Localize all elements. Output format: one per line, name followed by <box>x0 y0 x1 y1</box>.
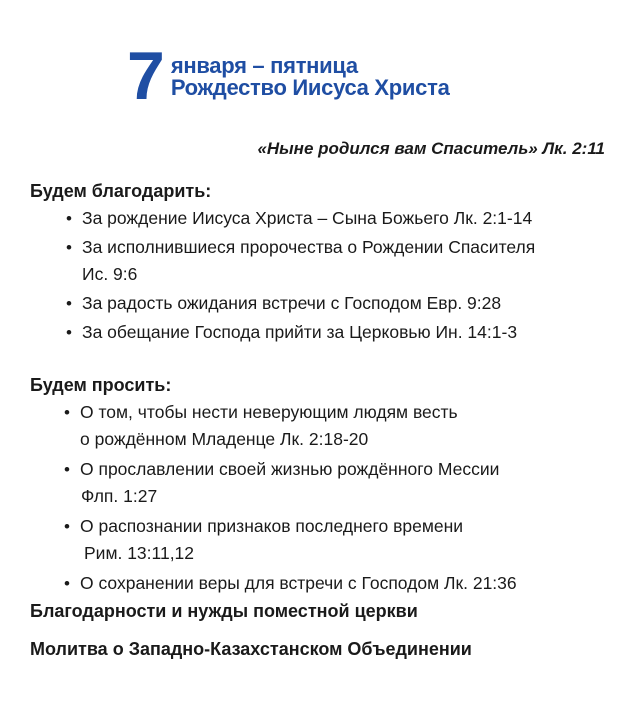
list-item-continuation: Ис. 9:6 <box>82 264 138 284</box>
holiday-title: Рождество Иисуса Христа <box>170 75 450 100</box>
bullet-icon: • <box>64 460 70 479</box>
list-item-continuation: Рим. 13:11,12 <box>84 543 195 563</box>
list-item-text: За рождение Иисуса Христа – Сына Божьего Лк. 2:1-14 <box>82 208 533 228</box>
list-item-text: За исполнившиеся пророчества о Рождении Спасителя <box>82 237 536 257</box>
list-item <box>66 319 535 346</box>
list-item <box>66 205 535 232</box>
list-item-continuation: о рождённом Младенце Лк. 2:18-20 <box>80 429 369 449</box>
thanks-section-title: Будем благодарить: <box>30 181 212 201</box>
list-item <box>66 234 536 288</box>
thanks-list <box>66 205 536 348</box>
list-item <box>64 399 517 453</box>
header-text <box>171 55 450 99</box>
bullet-icon: • <box>66 294 72 313</box>
list-item-text: За обещание Господа прийти за Церковью Ин. 14:1-3 <box>82 322 518 342</box>
day-number: 7 <box>127 38 163 114</box>
list-item-continuation: Флп. 1:27 <box>81 486 158 506</box>
list-item <box>64 456 517 510</box>
list-item <box>64 513 517 567</box>
list-item-text: О прославлении своей жизнью рождённого Мессии <box>80 459 500 479</box>
list-item-text: О сохранении веры для встречи с Господом Лк. 21:36 <box>80 573 517 593</box>
requests-list <box>64 399 517 600</box>
requests-section-title: Будем просить: <box>30 375 172 395</box>
date-header <box>127 38 450 114</box>
bullet-icon: • <box>66 238 72 257</box>
bullet-icon: • <box>66 323 72 342</box>
list-item-text: О том, чтобы нести неверующим людям весть <box>80 402 458 422</box>
bullet-icon: • <box>66 209 72 228</box>
bullet-icon: • <box>64 403 70 422</box>
bullet-icon: • <box>64 517 70 536</box>
local-church-needs: Благодарности и нужды поместной церкви <box>30 601 418 621</box>
scripture-quote: «Ныне родился вам Спаситель» Лк. 2:11 <box>257 139 605 158</box>
list-item-text: О распознании признаков последнего времени <box>80 516 464 536</box>
date-line: января – пятница <box>170 53 358 78</box>
list-item <box>66 290 535 317</box>
list-item-text: За радость ожидания встречи с Господом Евр. 9:28 <box>82 293 502 313</box>
conference-prayer: Молитва о Западно-Казахстанском Объединении <box>30 639 472 659</box>
list-item <box>64 570 517 597</box>
bullet-icon: • <box>64 574 70 593</box>
